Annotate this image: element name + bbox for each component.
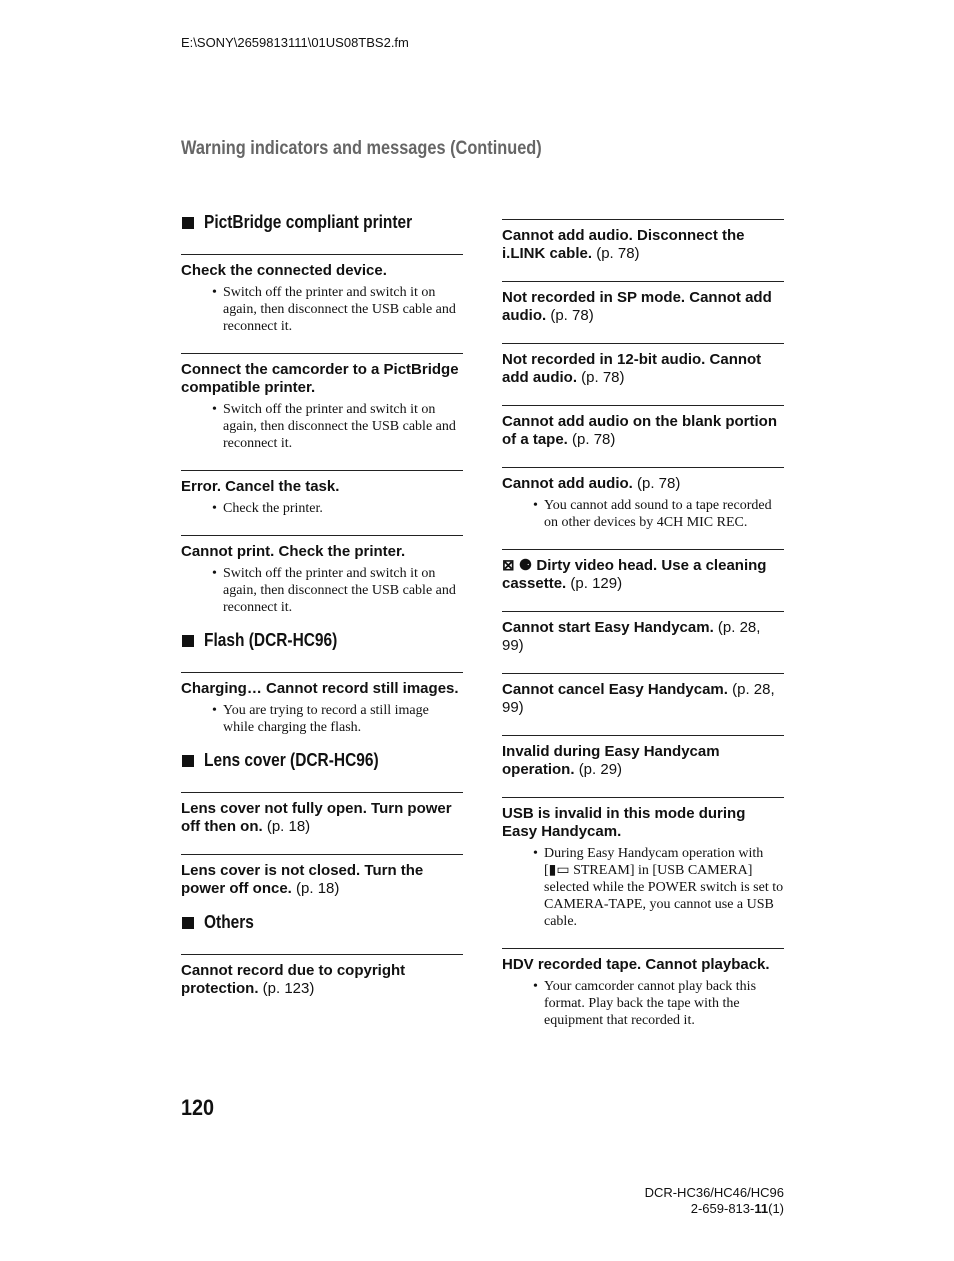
message-entry [181, 792, 463, 836]
message-entry [502, 735, 784, 779]
bullet-list [181, 702, 463, 736]
message-text: HDV recorded tape. Cannot playback. [502, 956, 770, 973]
footer-model: DCR-HC36/HC46/HC96 [644, 1185, 784, 1200]
message-entry [181, 535, 463, 616]
message-text: Error. Cancel the task. [181, 478, 340, 495]
message-entry [502, 467, 784, 531]
bullet-item: • You are trying to record a still image while charging the flash. [223, 702, 463, 736]
page-number: 120 [181, 1095, 215, 1120]
message-entry [181, 672, 463, 736]
message-entry [181, 254, 463, 335]
bullet-list [181, 284, 463, 335]
message-heading [181, 680, 463, 698]
square-bullet-icon [182, 917, 194, 929]
page-reference: (p. 129) [570, 575, 623, 592]
footer-code-prefix: 2-659-813- [690, 1201, 755, 1216]
section-heading-text: PictBridge compliant printer [204, 212, 413, 232]
message-text: Lens cover is not closed. Turn the power off once. [181, 862, 424, 897]
footer-code [645, 1201, 784, 1217]
page-reference: (p. 123) [262, 980, 315, 997]
footer [645, 1185, 784, 1217]
section-heading-text: Flash (DCR-HC96) [204, 630, 338, 650]
bullet-item: • During Easy Handycam operation with [▮▭ STREAM] in [USB CAMERA] selected while the POWER switch is set to CAMERA-TAPE, you cannot use a USB cable. [544, 845, 784, 930]
section-heading [181, 212, 463, 254]
message-text: USB is invalid in this mode during Easy Handycam. [502, 805, 746, 840]
section-heading [181, 750, 463, 792]
message-entry [181, 353, 463, 452]
message-heading [502, 681, 784, 717]
page-reference: (p. 78) [581, 369, 625, 386]
left-column [181, 212, 463, 998]
page-reference: (p. 18) [296, 880, 340, 897]
section-heading [181, 630, 463, 672]
message-text: Cannot add audio. [502, 475, 633, 492]
page-reference: (p. 29) [578, 761, 623, 778]
message-heading [181, 262, 463, 280]
message-heading [181, 543, 463, 561]
message-text: Dirty video head. Use a cleaning cassette. [502, 557, 767, 592]
bullet-list [181, 500, 463, 517]
page-title: Warning indicators and messages (Continued) [181, 138, 542, 159]
message-entry [181, 854, 463, 898]
bullet-item: • Switch off the printer and switch it on again, then disconnect the USB cable and reconnect it. [223, 401, 463, 452]
bullet-item: • Switch off the printer and switch it on again, then disconnect the USB cable and reconnect it. [223, 284, 463, 335]
message-heading [502, 289, 784, 325]
message-heading [502, 557, 784, 593]
right-column [502, 219, 784, 1029]
page-reference: (p. 78) [637, 475, 681, 492]
bullet-list [502, 845, 784, 930]
message-entry [181, 470, 463, 517]
message-text: Not recorded in SP mode. Cannot add audio. [502, 289, 772, 324]
message-entry [502, 611, 784, 655]
message-heading [181, 800, 463, 836]
footer-code-suffix: (1) [768, 1201, 784, 1216]
section [181, 750, 463, 898]
section [181, 212, 463, 616]
message-text: Cannot start Easy Handycam. [502, 619, 714, 636]
file-path: E:\SONY\2659813111\01US08TBS2.fm [181, 35, 409, 50]
bullet-item: • Your camcorder cannot play back this format. Play back the tape with the equipment that recorded it. [544, 978, 784, 1029]
message-text: Connect the camcorder to a PictBridge compatible printer. [181, 361, 459, 396]
message-heading [502, 475, 784, 493]
section-heading-text: Lens cover (DCR-HC96) [204, 750, 379, 770]
message-text: Invalid during Easy Handycam operation. [502, 743, 720, 778]
bullet-list [181, 565, 463, 616]
square-bullet-icon [182, 635, 194, 647]
message-heading [502, 956, 784, 974]
square-bullet-icon [182, 217, 194, 229]
message-heading [181, 962, 463, 998]
message-text: Cannot cancel Easy Handycam. [502, 681, 728, 698]
page-reference: (p. 18) [266, 818, 311, 835]
message-text: Not recorded in 12-bit audio. Cannot add audio. [502, 351, 762, 386]
message-entry [502, 673, 784, 717]
bullet-item: • Switch off the printer and switch it on again, then disconnect the USB cable and reconnect it. [223, 565, 463, 616]
message-heading [502, 743, 784, 779]
message-entry [502, 405, 784, 449]
dirty-head-icon: ⊠ ⚈ [502, 557, 533, 574]
section [181, 630, 463, 736]
page-reference: (p. 28, 99) [502, 681, 775, 716]
message-text: Check the connected device. [181, 262, 387, 279]
message-heading [502, 351, 784, 387]
bullet-item: • Check the printer. [223, 500, 463, 517]
message-entry [502, 219, 784, 263]
page-reference: (p. 28, 99) [502, 619, 761, 654]
page-reference: (p. 78) [572, 431, 616, 448]
message-heading [502, 227, 784, 263]
message-text: Lens cover not fully open. Turn power off then on. [181, 800, 452, 835]
footer-code-bold: 11 [754, 1201, 769, 1216]
message-text: Charging… Cannot record still images. [181, 680, 459, 697]
message-text: Cannot add audio. Disconnect the i.LINK cable. [502, 227, 745, 262]
message-text: Cannot print. Check the printer. [181, 543, 406, 560]
message-entry [502, 281, 784, 325]
bullet-list [181, 401, 463, 452]
message-heading [181, 862, 463, 898]
square-bullet-icon [182, 755, 194, 767]
message-entry [502, 549, 784, 593]
message-entry [502, 343, 784, 387]
message-text: Cannot add audio on the blank portion of a tape. [502, 413, 777, 448]
message-heading [502, 619, 784, 655]
bullet-item: • You cannot add sound to a tape recorded on other devices by 4CH MIC REC. [544, 497, 784, 531]
message-entry [181, 954, 463, 998]
message-heading [181, 361, 463, 397]
page-reference: (p. 78) [550, 307, 594, 324]
message-heading [502, 805, 784, 841]
section [181, 912, 463, 998]
bullet-list [502, 497, 784, 531]
section-heading-text: Others [204, 912, 254, 932]
message-entry [502, 948, 784, 1029]
message-heading [502, 413, 784, 449]
section-heading [181, 912, 463, 954]
message-heading [181, 478, 463, 496]
message-entry [502, 797, 784, 930]
page-reference: (p. 78) [596, 245, 640, 262]
message-text: Cannot record due to copyright protection. [181, 962, 406, 997]
bullet-list [502, 978, 784, 1029]
